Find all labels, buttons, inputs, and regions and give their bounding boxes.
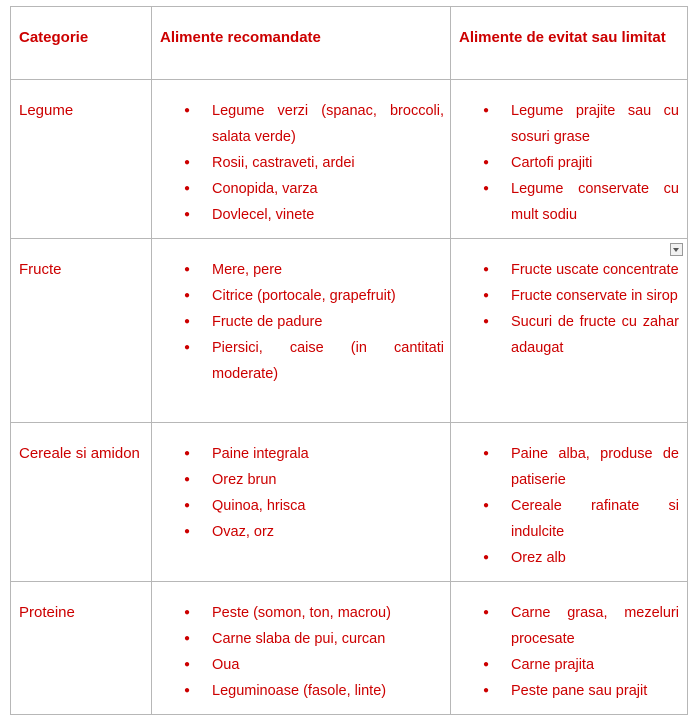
recommended-cell xyxy=(152,239,451,423)
food-table xyxy=(10,6,688,715)
list-item: ● Peste (somon, ton, macrou) xyxy=(212,600,444,626)
list-item: ● Carne prajita xyxy=(511,652,679,678)
list-item: ● Piersici, caise (in cantitati moderate) xyxy=(212,335,444,387)
list-item: ● Cereale rafinate si indulcite xyxy=(511,493,679,545)
list-item: ● Citrice (portocale, grapefruit) xyxy=(212,283,444,309)
table-row xyxy=(11,80,688,239)
category-cell: Cereale si amidon xyxy=(11,423,152,582)
list-item: ● Sucuri de fructe cu zahar adaugat xyxy=(511,309,679,361)
list-item: ● Mere, pere xyxy=(212,257,444,283)
table-row xyxy=(11,239,688,423)
category-cell: Proteine xyxy=(11,582,152,715)
list-item: ● Leguminoase (fasole, linte) xyxy=(212,678,444,704)
category-cell: Legume xyxy=(11,80,152,239)
list-item: ● Quinoa, hrisca xyxy=(212,493,444,519)
list-item: ● Ovaz, orz xyxy=(212,519,444,545)
list-item: ● Orez brun xyxy=(212,467,444,493)
list-item: ● Paine alba, produse de patiserie xyxy=(511,441,679,493)
list-item: ● Oua xyxy=(212,652,444,678)
header-cell-recommended: Alimente recomandate xyxy=(152,7,451,80)
table-row xyxy=(11,423,688,582)
list-item: ● Legume conservate cu mult sodiu xyxy=(511,176,679,228)
table-row xyxy=(11,582,688,715)
list-item: ● Orez alb xyxy=(511,545,679,571)
list-item: ● Dovlecel, vinete xyxy=(212,202,444,228)
avoid-cell xyxy=(451,423,688,582)
recommended-cell xyxy=(152,582,451,715)
list-item: ● Carne slaba de pui, curcan xyxy=(212,626,444,652)
header-cell-avoid: Alimente de evitat sau limitat xyxy=(451,7,688,80)
header-row xyxy=(11,7,688,80)
list-item: ● Carne grasa, mezeluri procesate xyxy=(511,600,679,652)
recommended-cell xyxy=(152,80,451,239)
list-item: ● Conopida, varza xyxy=(212,176,444,202)
list-item: ● Legume prajite sau cu sosuri grase xyxy=(511,98,679,150)
avoid-cell xyxy=(451,239,688,423)
header-cell-category: Categorie xyxy=(11,7,152,80)
list-item: ● Paine integrala xyxy=(212,441,444,467)
list-item: ● Fructe conservate in sirop xyxy=(511,283,679,309)
recommended-cell xyxy=(152,423,451,582)
list-item: ● Cartofi prajiti xyxy=(511,150,679,176)
avoid-cell xyxy=(451,582,688,715)
list-item: ● Legume verzi (spanac, broccoli, salata verde) xyxy=(212,98,444,150)
list-item: ● Peste pane sau prajit xyxy=(511,678,679,704)
dropdown-arrow-icon[interactable] xyxy=(670,243,683,256)
avoid-cell xyxy=(451,80,688,239)
category-cell: Fructe xyxy=(11,239,152,423)
list-item: ● Rosii, castraveti, ardei xyxy=(212,150,444,176)
list-item: ● Fructe uscate concentrate xyxy=(511,257,679,283)
list-item: ● Fructe de padure xyxy=(212,309,444,335)
